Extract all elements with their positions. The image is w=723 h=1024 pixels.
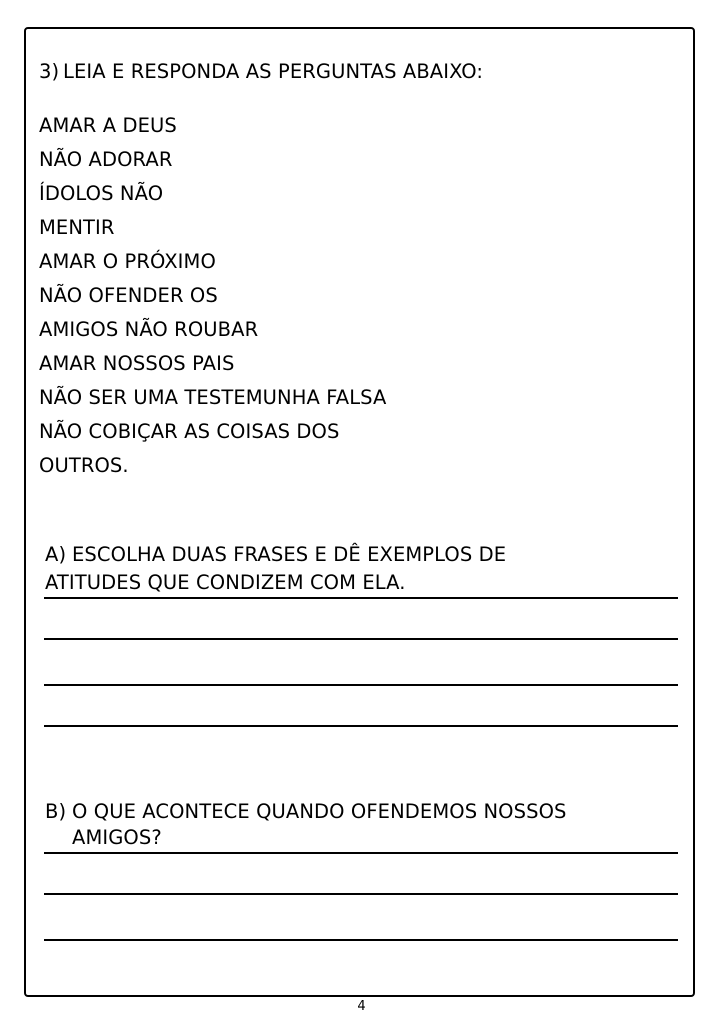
question-a-text-line-1: ESCOLHA DUAS FRASES E DÊ EXEMPLOS DE [72, 543, 507, 566]
passage-line: AMAR NOSSOS PAIS [39, 352, 235, 375]
passage-line: AMAR O PRÓXIMO [39, 250, 216, 273]
question-b-text-line-1: O QUE ACONTECE QUANDO OFENDEMOS NOSSOS [72, 800, 567, 823]
passage-line: OUTROS. [39, 454, 129, 477]
passage-line: NÃO SER UMA TESTEMUNHA FALSA [39, 386, 387, 409]
passage-line: NÃO COBIÇAR AS COISAS DOS [39, 420, 340, 443]
question-a-text-line-2: ATITUDES QUE CONDIZEM COM ELA. [45, 571, 406, 594]
question-a-letter: A) [45, 543, 67, 566]
question-number: 3) [39, 60, 60, 83]
answer-line-a3[interactable] [44, 684, 678, 686]
question-b-letter: B) [45, 800, 67, 823]
passage-line: ÍDOLOS NÃO [39, 182, 164, 205]
answer-line-b3[interactable] [44, 939, 678, 941]
page-number: 4 [357, 999, 366, 1014]
passage-line: AMAR A DEUS [39, 114, 177, 137]
answer-line-b2[interactable] [44, 893, 678, 895]
question-prompt: LEIA E RESPONDA AS PERGUNTAS ABAIXO: [63, 60, 484, 83]
passage-line: NÃO ADORAR [39, 148, 173, 171]
answer-line-a2[interactable] [44, 638, 678, 640]
passage-line: MENTIR [39, 216, 115, 239]
answer-line-b1[interactable] [44, 852, 678, 854]
passage-line: AMIGOS NÃO ROUBAR [39, 318, 259, 341]
answer-line-a1[interactable] [44, 597, 678, 599]
answer-line-a4[interactable] [44, 725, 678, 727]
passage-line: NÃO OFENDER OS [39, 284, 218, 307]
question-b-text-line-2: AMIGOS? [72, 826, 162, 849]
